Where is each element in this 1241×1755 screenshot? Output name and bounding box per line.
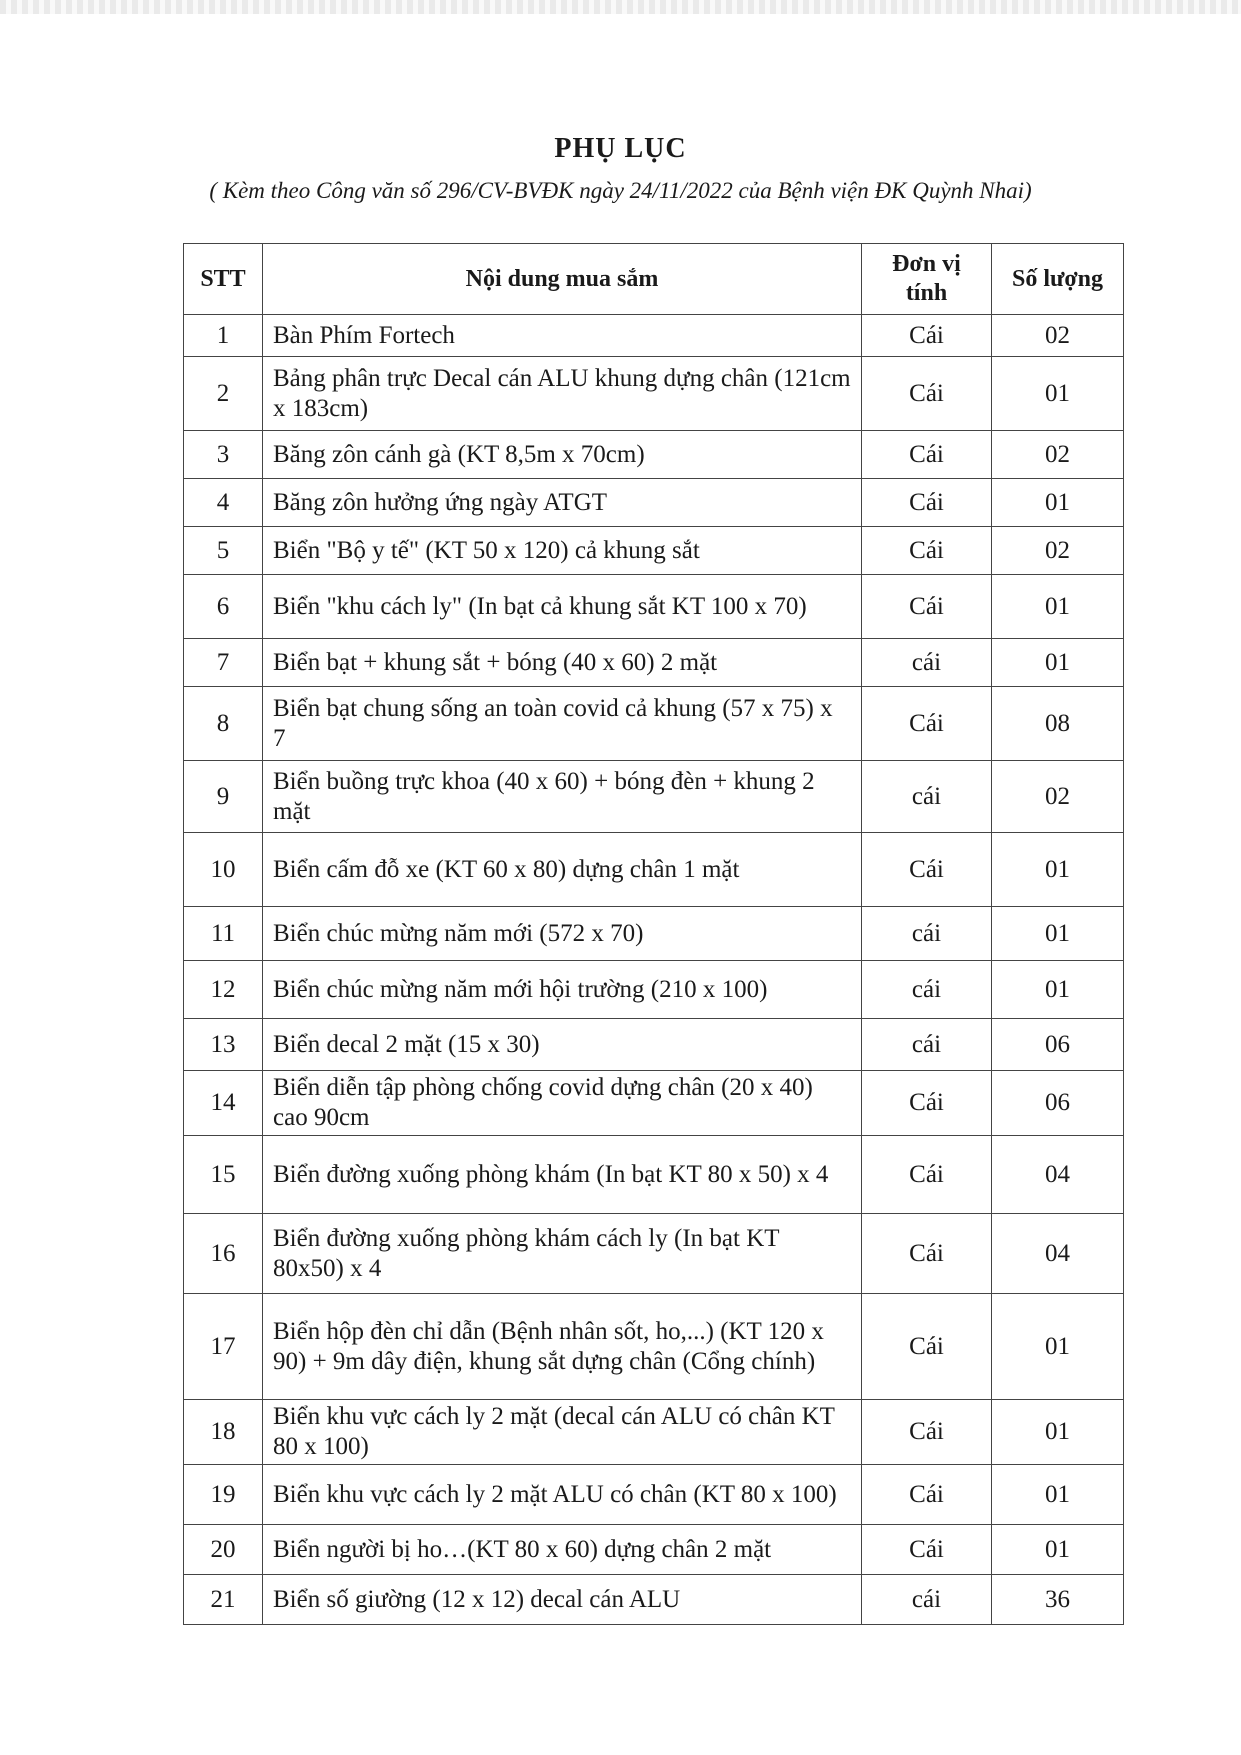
row-quantity: 01 bbox=[992, 479, 1124, 527]
row-stt: 6 bbox=[184, 575, 263, 639]
table-row bbox=[184, 687, 1124, 761]
row-quantity: 02 bbox=[992, 527, 1124, 575]
row-stt: 16 bbox=[184, 1214, 263, 1294]
row-content: Biển buồng trực khoa (40 x 60) + bóng đèn + khung 2 mặt bbox=[263, 761, 862, 833]
row-content: Biển người bị ho…(KT 80 x 60) dựng chân 2 mặt bbox=[263, 1525, 862, 1575]
table-row bbox=[184, 431, 1124, 479]
row-unit: Cái bbox=[862, 431, 992, 479]
row-content: Biển "khu cách ly" (In bạt cả khung sắt KT 100 x 70) bbox=[263, 575, 862, 639]
row-quantity: 01 bbox=[992, 357, 1124, 431]
row-stt: 11 bbox=[184, 907, 263, 961]
row-unit: cái bbox=[862, 1019, 992, 1071]
row-unit: Cái bbox=[862, 357, 992, 431]
row-quantity: 06 bbox=[992, 1071, 1124, 1136]
table-row bbox=[184, 761, 1124, 833]
row-unit: Cái bbox=[862, 575, 992, 639]
row-stt: 15 bbox=[184, 1136, 263, 1214]
row-content: Bàn Phím Fortech bbox=[263, 315, 862, 357]
scan-edge bbox=[0, 0, 1241, 14]
row-content: Bảng phân trực Decal cán ALU khung dựng chân (121cm x 183cm) bbox=[263, 357, 862, 431]
row-content: Băng zôn hưởng ứng ngày ATGT bbox=[263, 479, 862, 527]
row-content: Biển số giường (12 x 12) decal cán ALU bbox=[263, 1575, 862, 1625]
row-content: Băng zôn cánh gà (KT 8,5m x 70cm) bbox=[263, 431, 862, 479]
row-stt: 3 bbox=[184, 431, 263, 479]
row-stt: 20 bbox=[184, 1525, 263, 1575]
row-stt: 14 bbox=[184, 1071, 263, 1136]
row-unit: Cái bbox=[862, 479, 992, 527]
row-unit: Cái bbox=[862, 1525, 992, 1575]
row-unit: Cái bbox=[862, 687, 992, 761]
row-stt: 4 bbox=[184, 479, 263, 527]
row-content: Biển diễn tập phòng chống covid dựng chân (20 x 40) cao 90cm bbox=[263, 1071, 862, 1136]
table-row bbox=[184, 357, 1124, 431]
row-content: Biển khu vực cách ly 2 mặt ALU có chân (KT 80 x 100) bbox=[263, 1465, 862, 1525]
row-quantity: 08 bbox=[992, 687, 1124, 761]
row-content: Biển cấm đỗ xe (KT 60 x 80) dựng chân 1 mặt bbox=[263, 833, 862, 907]
row-unit: Cái bbox=[862, 1400, 992, 1465]
row-unit: cái bbox=[862, 961, 992, 1019]
table-row bbox=[184, 1525, 1124, 1575]
procurement-table bbox=[183, 243, 1124, 1625]
row-unit: Cái bbox=[862, 833, 992, 907]
row-stt: 1 bbox=[184, 315, 263, 357]
table-row bbox=[184, 575, 1124, 639]
page-subtitle: ( Kèm theo Công văn số 296/CV-BVĐK ngày 24/11/2022 của Bệnh viện ĐK Quỳnh Nhai) bbox=[209, 178, 1032, 203]
table-row bbox=[184, 479, 1124, 527]
row-unit: Cái bbox=[862, 315, 992, 357]
table-row bbox=[184, 639, 1124, 687]
header-unit: Đơn vị tính bbox=[862, 244, 992, 315]
row-quantity: 02 bbox=[992, 761, 1124, 833]
table-row bbox=[184, 527, 1124, 575]
row-content: Biển hộp đèn chỉ dẫn (Bệnh nhân sốt, ho,...) (KT 120 x 90) + 9m dây điện, khung sắt dựng chân (Cổng chính) bbox=[263, 1294, 862, 1400]
table-row bbox=[184, 1019, 1124, 1071]
row-unit: Cái bbox=[862, 1071, 992, 1136]
row-quantity: 06 bbox=[992, 1019, 1124, 1071]
row-quantity: 04 bbox=[992, 1136, 1124, 1214]
table-row bbox=[184, 1214, 1124, 1294]
row-stt: 2 bbox=[184, 357, 263, 431]
table-row bbox=[184, 1575, 1124, 1625]
row-content: Biển đường xuống phòng khám (In bạt KT 80 x 50) x 4 bbox=[263, 1136, 862, 1214]
table-row bbox=[184, 1465, 1124, 1525]
row-stt: 17 bbox=[184, 1294, 263, 1400]
row-quantity: 02 bbox=[992, 431, 1124, 479]
table-row bbox=[184, 315, 1124, 357]
row-stt: 21 bbox=[184, 1575, 263, 1625]
header-content: Nội dung mua sắm bbox=[263, 244, 862, 315]
row-stt: 9 bbox=[184, 761, 263, 833]
row-stt: 13 bbox=[184, 1019, 263, 1071]
row-quantity: 02 bbox=[992, 315, 1124, 357]
header-quantity: Số lượng bbox=[992, 244, 1124, 315]
table-row bbox=[184, 1136, 1124, 1214]
table-row bbox=[184, 961, 1124, 1019]
row-content: Biển decal 2 mặt (15 x 30) bbox=[263, 1019, 862, 1071]
row-stt: 10 bbox=[184, 833, 263, 907]
table-row bbox=[184, 1294, 1124, 1400]
row-quantity: 01 bbox=[992, 639, 1124, 687]
row-content: Biển bạt + khung sắt + bóng (40 x 60) 2 mặt bbox=[263, 639, 862, 687]
table-row bbox=[184, 907, 1124, 961]
row-quantity: 01 bbox=[992, 907, 1124, 961]
row-unit: Cái bbox=[862, 1136, 992, 1214]
page-title: PHỤ LỤC bbox=[554, 133, 687, 164]
row-quantity: 01 bbox=[992, 833, 1124, 907]
table-row bbox=[184, 1400, 1124, 1465]
row-stt: 18 bbox=[184, 1400, 263, 1465]
row-quantity: 01 bbox=[992, 575, 1124, 639]
row-quantity: 01 bbox=[992, 1465, 1124, 1525]
row-unit: Cái bbox=[862, 1294, 992, 1400]
row-quantity: 36 bbox=[992, 1575, 1124, 1625]
row-quantity: 01 bbox=[992, 1294, 1124, 1400]
table-header-row bbox=[184, 244, 1124, 315]
row-stt: 8 bbox=[184, 687, 263, 761]
row-content: Biển khu vực cách ly 2 mặt (decal cán ALU có chân KT 80 x 100) bbox=[263, 1400, 862, 1465]
row-quantity: 01 bbox=[992, 1400, 1124, 1465]
row-unit: cái bbox=[862, 639, 992, 687]
row-content: Biển chúc mừng năm mới hội trường (210 x 100) bbox=[263, 961, 862, 1019]
row-unit: cái bbox=[862, 1575, 992, 1625]
header-stt: STT bbox=[184, 244, 263, 315]
row-unit: Cái bbox=[862, 1214, 992, 1294]
row-unit: cái bbox=[862, 907, 992, 961]
table-row bbox=[184, 833, 1124, 907]
row-unit: Cái bbox=[862, 1465, 992, 1525]
row-content: Biển bạt chung sống an toàn covid cả khung (57 x 75) x 7 bbox=[263, 687, 862, 761]
row-quantity: 04 bbox=[992, 1214, 1124, 1294]
row-content: Biển chúc mừng năm mới (572 x 70) bbox=[263, 907, 862, 961]
row-stt: 5 bbox=[184, 527, 263, 575]
row-stt: 19 bbox=[184, 1465, 263, 1525]
row-content: Biển "Bộ y tế" (KT 50 x 120) cả khung sắt bbox=[263, 527, 862, 575]
table-row bbox=[184, 1071, 1124, 1136]
row-content: Biển đường xuống phòng khám cách ly (In bạt KT 80x50) x 4 bbox=[263, 1214, 862, 1294]
row-stt: 12 bbox=[184, 961, 263, 1019]
row-quantity: 01 bbox=[992, 961, 1124, 1019]
row-unit: Cái bbox=[862, 527, 992, 575]
row-unit: cái bbox=[862, 761, 992, 833]
row-quantity: 01 bbox=[992, 1525, 1124, 1575]
row-stt: 7 bbox=[184, 639, 263, 687]
